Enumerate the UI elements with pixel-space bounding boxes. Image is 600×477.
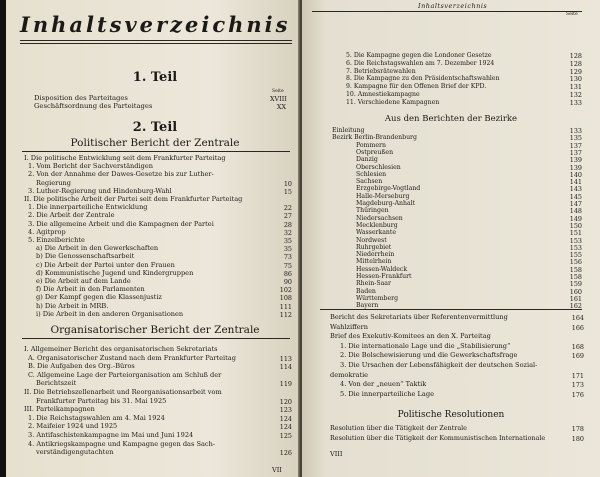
- toc-entry-label: Oberschlesien: [356, 163, 401, 171]
- toc-entry-label: 10. Amnestiekampagne: [346, 91, 420, 98]
- toc-entry-label: Wahlziffern: [330, 322, 369, 331]
- toc-entry-label: I. Allgemeiner Bericht des organisatorischen Sekretariats: [24, 345, 218, 353]
- toc-entry-page: 171: [571, 371, 584, 380]
- toc-entry-label: I. Die politische Entwicklung seit dem Frankfurter Parteitag: [24, 154, 226, 162]
- toc-entry-page: 86: [283, 269, 292, 278]
- toc-entry-page: 153: [569, 243, 582, 252]
- toc-entry-label: Wasserkante: [356, 229, 397, 237]
- toc-entry-page: 159: [569, 280, 582, 289]
- toc-entry-label: f) Die Arbeit in den Parlamenten: [36, 285, 145, 294]
- toc-entry-page: 156: [569, 258, 582, 267]
- toc-entry-page: 168: [571, 342, 584, 351]
- toc-entry-label: Halle-Merseburg: [356, 192, 410, 200]
- toc-entry-page: 131: [569, 83, 582, 92]
- toc-entry-page: 35: [283, 237, 292, 245]
- toc-entry-label: 1. Die internationale Lage und die „Stabilisierung“: [340, 341, 511, 350]
- toc-entry-label: Mittelrhein: [356, 258, 392, 266]
- toc-entry-page: 162: [569, 302, 582, 311]
- toc-entry-label: Danzig: [356, 156, 378, 164]
- toc-entry-label: Regierung: [36, 178, 71, 187]
- toc-entry-label: 2. Maifeier 1924 und 1925: [28, 422, 118, 431]
- toc-entry-label: 4. Von der „neuen“ Taktik: [340, 380, 427, 389]
- toc-entry-label: 8. Die Kampagne zu den Präsidentschaftswahlen: [346, 75, 500, 83]
- toc-entry-label: 2. Die Arbeit der Zentrale: [28, 211, 115, 220]
- toc-entry-label: C. Allgemeine Lage der Parteiorganisation am Schluß der: [28, 370, 222, 379]
- toc-entry-label: Niederrhein: [356, 251, 395, 259]
- part-heading-2: 2. Teil: [132, 120, 178, 135]
- toc-entry-label: b) Die Genossenschaftsarbeit: [36, 252, 135, 261]
- toc-entry-page: 132: [569, 91, 582, 99]
- toc-entry-label: 9. Kampagne für den Offenen Brief der KPD.: [346, 83, 487, 91]
- toc-entry-label: d) Kommunistische Jugend und Kindergruppen: [36, 268, 194, 277]
- title-rule: [20, 40, 292, 41]
- section-heading-resolutions: Politische Resolutionen: [397, 410, 505, 420]
- page-folio-right: VIII: [330, 450, 343, 458]
- toc-entry-label: Einleitung: [332, 127, 365, 134]
- toc-entry-label: Bayern: [356, 302, 379, 310]
- toc-entry-page: 124: [279, 423, 292, 432]
- toc-entry-label: A. Organisatorischer Zustand nach dem Frankfurter Parteitag: [28, 353, 236, 362]
- toc-entry-page: XVIII: [270, 95, 287, 103]
- toc-entry-label: Erzgebirge-Vogtland: [356, 185, 421, 193]
- toc-entry-label: verständigengutachten: [36, 448, 114, 457]
- toc-entry-label: g) Der Kampf gegen die Klassenjustiz: [36, 293, 162, 302]
- toc-entry-label: 3. Die allgemeine Arbeit und die Kampagnen der Partei: [28, 219, 214, 228]
- toc-entry-label: 2. Von der Annahme der Dawes-Gesetze bis zur Luther-: [28, 170, 214, 179]
- toc-entry-label: III. Parteikampagnen: [24, 405, 95, 414]
- toc-entry-page: 114: [279, 363, 292, 372]
- toc-entry-page: 180: [571, 435, 584, 443]
- toc-entry-label: a) Die Arbeit in den Gewerkschaften: [36, 244, 159, 253]
- toc-entry-page: 128: [569, 59, 582, 68]
- section-rule-2: [22, 338, 290, 339]
- section-heading-political: Politischer Bericht der Zentrale: [70, 137, 240, 149]
- toc-entry-label: II. Die Betriebszellenarbeit und Reorganisationsarbeit vom: [24, 388, 222, 396]
- part-heading-1: 1. Teil: [132, 70, 178, 85]
- toc-entry-label: Niedersachsen: [356, 214, 403, 222]
- header-rule: [312, 11, 582, 12]
- toc-entry-page: 178: [571, 425, 584, 433]
- toc-entry-label: 2. Die Bolschewisierung und die Gewerkschaftsfrage: [340, 351, 518, 360]
- toc-entry-label: Pommern: [356, 141, 386, 149]
- toc-entry-label: 3. Antifaschistenkampagne im Mai und Juni 1924: [28, 431, 194, 439]
- toc-entry-page: 111: [279, 302, 292, 311]
- toc-entry-page: 35: [283, 245, 292, 254]
- toc-entry-label: Disposition des Parteitages: [34, 94, 128, 102]
- misc-rule: [320, 309, 582, 310]
- toc-entry-label: Baden: [356, 287, 376, 295]
- toc-entry-label: 3. Die Ursachen der Lebensfähigkeit der deutschen Sozial-: [340, 361, 538, 369]
- toc-entry-page: 137: [569, 148, 582, 157]
- toc-entry-label: Magdeburg-Anhalt: [356, 200, 416, 207]
- toc-entry-page: 151: [569, 229, 582, 238]
- toc-entry-page: 135: [569, 134, 582, 143]
- left-page: [6, 0, 300, 477]
- toc-entry-label: 1. Die Reichstagswahlen am 4. Mai 1924: [28, 413, 165, 422]
- toc-entry-label: Sachsen: [356, 178, 383, 186]
- toc-entry-page: 108: [279, 294, 292, 303]
- toc-entry-label: Bezirk Berlin-Brandenburg: [332, 134, 417, 142]
- toc-entry-page: 10: [283, 179, 292, 188]
- toc-entry-label: Resolution über die Tätigkeit der Zentrale: [330, 424, 467, 432]
- toc-entry-label: Geschäftsordnung des Parteitages: [34, 102, 153, 110]
- toc-entry-page: 128: [569, 52, 582, 60]
- toc-entry-label: e) Die Arbeit auf dem Lande: [36, 277, 131, 285]
- toc-entry-label: II. Die politische Arbeit der Partei seit dem Frankfurter Parteitag: [24, 195, 243, 203]
- page-title: Inhaltsverzeichnis: [20, 12, 291, 37]
- toc-entry-page: 133: [569, 127, 582, 135]
- toc-entry-page: 102: [279, 286, 292, 295]
- toc-entry-page: 166: [571, 323, 584, 332]
- toc-entry-page: 90: [283, 278, 292, 286]
- toc-entry-label: 4. Antikriegskampagne und Kampagne gegen das Sach-: [28, 439, 216, 448]
- toc-entry-page: 15: [283, 187, 292, 196]
- toc-entry-page: 27: [283, 212, 292, 221]
- toc-entry-label: Hessen-Waldeck: [356, 265, 408, 273]
- toc-entry-label: Mecklenburg: [356, 221, 398, 229]
- column-header-seite: Seite: [272, 89, 284, 94]
- section-heading-organisational: Organisatorischer Bericht der Zentrale: [50, 324, 260, 336]
- toc-entry-page: XX: [276, 103, 286, 111]
- section-heading-bezirke: Aus den Berichten der Bezirke: [384, 114, 518, 124]
- toc-entry-page: 173: [571, 381, 584, 390]
- toc-entry-page: 125: [279, 432, 292, 440]
- toc-entry-page: 141: [569, 178, 582, 187]
- toc-entry-page: 75: [283, 261, 292, 270]
- toc-entry-label: Hessen-Frankfurt: [356, 273, 412, 280]
- toc-entry-page: 145: [569, 192, 582, 201]
- toc-entry-page: 113: [279, 354, 292, 363]
- running-header: Inhaltsverzeichnis: [418, 2, 488, 10]
- toc-entry-label: 1. Vom Bericht der Sachverständigen: [28, 162, 154, 171]
- toc-entry-page: 149: [569, 214, 582, 223]
- toc-entry-page: 150: [569, 221, 582, 230]
- toc-entry-label: B. Die Aufgaben des Org.-Büros: [28, 362, 135, 371]
- toc-entry-label: Brief des Exekutiv-Komitees an den X. Parteitag: [330, 332, 491, 341]
- toc-entry-page: 126: [279, 449, 292, 458]
- toc-entry-label: 6. Die Reichstagswahlen am 7. Dezember 1924: [346, 59, 495, 67]
- toc-entry-label: Frankfurter Parteitag bis 31. Mai 1925: [36, 396, 167, 405]
- toc-entry-page: 123: [279, 406, 292, 415]
- toc-entry-label: Württemberg: [356, 294, 399, 302]
- toc-entry-label: 5. Die innerparteiliche Lage: [340, 389, 434, 398]
- toc-entry-page: 120: [279, 397, 292, 406]
- toc-entry-page: 73: [283, 253, 292, 262]
- toc-entry-label: 4. Agitprop: [28, 227, 66, 236]
- toc-entry-page: 158: [569, 265, 582, 274]
- toc-entry-label: 5. Einzelberichte: [28, 236, 85, 244]
- toc-entry-label: Schlesien: [356, 170, 387, 178]
- toc-entry-page: 164: [571, 314, 584, 322]
- toc-entry-label: 7. Betriebsrätewahlen: [346, 67, 416, 75]
- toc-entry-page: 169: [571, 352, 584, 361]
- toc-entry-label: Thüringen: [356, 207, 389, 215]
- toc-entry-label: Rhein-Saar: [356, 280, 391, 288]
- right-page: [302, 0, 600, 477]
- toc-entry-label: 3. Luther-Regierung und Hindenburg-Wahl: [28, 186, 172, 195]
- toc-entry-page: 28: [283, 220, 292, 229]
- page-folio-left: VII: [272, 466, 282, 474]
- toc-entry-label: 5. Die Kampagne gegen die Londoner Gesetze: [346, 52, 492, 59]
- toc-entry-page: 161: [569, 294, 582, 303]
- toc-entry-label: 1. Die innerparteiliche Entwicklung: [28, 203, 148, 212]
- toc-entry-page: 119: [279, 380, 292, 389]
- toc-entry-page: 158: [569, 273, 582, 281]
- toc-entry-page: 143: [569, 185, 582, 194]
- toc-entry-page: 112: [279, 310, 292, 319]
- toc-entry-label: c) Die Arbeit der Partei unter den Frauen: [36, 260, 175, 269]
- toc-entry-label: Bericht des Sekretariats über Referentenvermittlung: [330, 313, 508, 321]
- toc-entry-label: Ostpreußen: [356, 148, 394, 156]
- toc-entry-label: Berichtszeit: [36, 379, 77, 388]
- toc-entry-page: 139: [569, 156, 582, 165]
- toc-entry-page: 124: [279, 414, 292, 423]
- toc-entry-page: 155: [569, 251, 582, 260]
- title-rule-thin: [20, 43, 292, 44]
- toc-entry-page: 153: [569, 236, 582, 245]
- toc-entry-page: 176: [571, 390, 584, 399]
- toc-entry-label: demokratie: [330, 370, 369, 379]
- toc-entry-label: Resolution über die Tätigkeit der Kommunistischen Internationale: [330, 434, 546, 442]
- toc-entry-label: Nordwest: [356, 236, 387, 244]
- toc-entry-page: 139: [569, 163, 582, 172]
- toc-entry-page: 137: [569, 141, 582, 150]
- column-header-seite-right: Seite: [566, 12, 578, 17]
- toc-entry-page: 160: [569, 287, 582, 296]
- toc-entry-label: h) Die Arbeit in MRB.: [36, 301, 109, 310]
- toc-entry-page: 140: [569, 170, 582, 179]
- toc-entry-page: 147: [569, 200, 582, 208]
- toc-entry-page: 22: [283, 204, 292, 213]
- toc-entry-page: 32: [283, 228, 292, 237]
- toc-entry-label: i) Die Arbeit in den anderen Organisationen: [36, 309, 184, 318]
- toc-entry-page: 130: [569, 75, 582, 84]
- toc-entry-label: Ruhrgebiet: [356, 243, 392, 251]
- section-rule: [22, 151, 290, 152]
- toc-entry-page: 148: [569, 207, 582, 216]
- toc-entry-label: 11. Verschiedene Kampagnen: [346, 98, 440, 106]
- toc-entry-page: 129: [569, 67, 582, 76]
- toc-entry-page: 133: [569, 98, 582, 107]
